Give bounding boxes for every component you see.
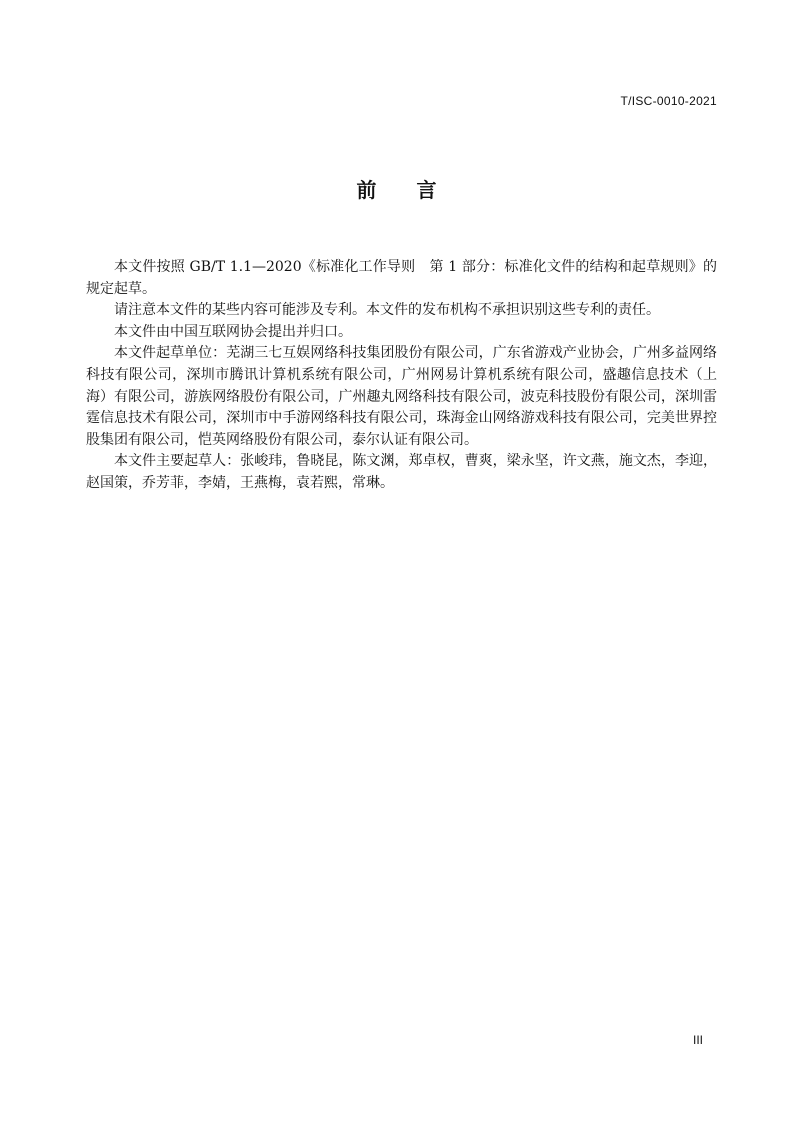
paragraph-drafting-organizations: 本文件起草单位：芜湖三七互娱网络科技集团股份有限公司，广东省游戏产业协会，广州多益网络科技有限公司，深圳市腾讯计算机系统有限公司，广州网易计算机系统有限公司，盛趣信息技术（上海）有限公司，游族网络股份有限公司，广州趣丸网络科技有限公司，波克科技股份有限公司，深圳雷霆信息技术有限公司，深圳市中手游网络科技有限公司，珠海金山网络游戏科技有限公司，完美世界控股集团有限公司，恺英网络股份有限公司，泰尔认证有限公司。 [86,345,717,448]
paragraph-drafters: 本文件主要起草人：张峻玮，鲁晓昆，陈文渊，郑卓权，曹爽，梁永坚，许文燕，施文杰，李迎，赵国策，乔芳菲，李婧，王燕梅，袁若熙，常琳。 [86,453,717,491]
foreword-body [86,257,717,495]
paragraph-proposer: 本文件由中国互联网协会提出并归口。 [114,323,352,340]
document-number: T/ISC-0010-2021 [620,94,717,108]
page-number: III [692,1033,703,1047]
paragraph-patent-notice: 请注意本文件的某些内容可能涉及专利。本文件的发布机构不承担识别这些专利的责任。 [114,302,660,319]
paragraph-drafting-rules: 本文件按照 GB/T 1.1—2020《标准化工作导则 第 1 部分：标准化文件的结构和起草规则》的规定起草。 [86,259,717,297]
page-title: 前 言 [356,178,437,202]
